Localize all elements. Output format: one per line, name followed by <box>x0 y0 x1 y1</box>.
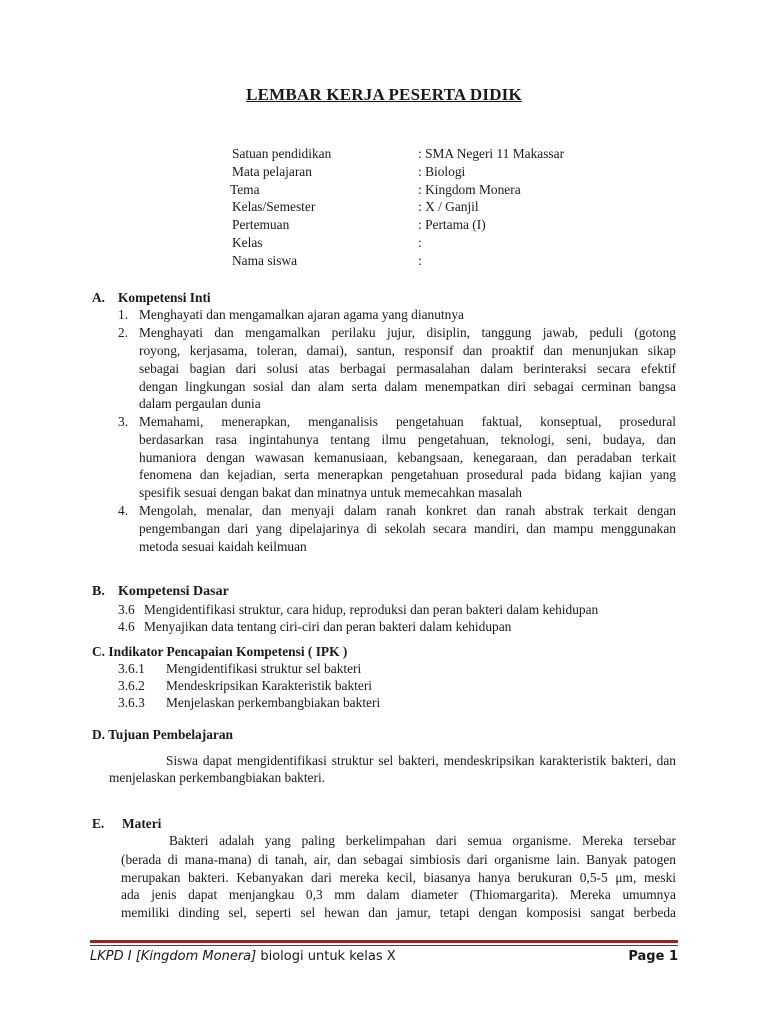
footer-rule <box>90 940 678 943</box>
list-number: 1. <box>118 307 129 322</box>
list-item-line: spesifik sesuai dengan bakat dan minatnya untuk memecahkan masalah <box>139 485 522 500</box>
footer-doc-name: LKPD I [Kingdom Monera] <box>90 949 257 964</box>
kd-number: 3.6 <box>118 602 135 617</box>
paragraph-line: menjelaskan perkembangbiakan bakteri. <box>109 770 326 785</box>
paragraph-line: Bakteri adalah yang paling berkelimpahan dari semua organisme. Mereka tersebar <box>169 833 676 848</box>
kd-text: Menyajikan data tentang ciri-ciri dan peran bakteri dalam kehidupan <box>144 619 512 634</box>
section-title: Kompetensi Dasar <box>118 584 229 599</box>
section-e-heading <box>92 815 161 832</box>
info-label: Mata pelajaran <box>232 163 312 179</box>
paragraph-line: (berada di mana-mana) di tanah, air, dan sebagai simbiosis dari organisme lain. Banyak patogen <box>121 852 676 867</box>
ipk-number: 3.6.1 <box>118 661 145 676</box>
info-row <box>232 234 592 252</box>
info-label: Satuan pendidikan <box>232 146 332 161</box>
list-item-line: fenomena dan kejadian, serta menerapkan pengetahuan prosedural pada bidang kajian yang <box>139 467 676 482</box>
info-row <box>232 145 592 163</box>
info-label: Pertemuan <box>232 217 290 233</box>
info-value: : <box>418 234 422 250</box>
list-number: 3. <box>118 414 129 429</box>
section-letter: A. <box>92 290 106 305</box>
info-row <box>232 181 592 199</box>
info-row <box>232 252 592 270</box>
info-value: : SMA Negeri 11 Makassar <box>418 146 565 161</box>
info-value: : Pertama (I) <box>418 217 486 233</box>
section-letter: E. <box>92 816 105 831</box>
footer-subject: biologi untuk kelas X <box>260 949 396 964</box>
identity-table <box>232 145 592 270</box>
list-item-line: dalam pergaulan dunia <box>139 396 261 411</box>
paragraph-line: ada jenis dapat menjangkau 0,3 mm dalam diameter (Thiomargarita). Mereka umumnya <box>121 887 676 902</box>
info-label: Kelas <box>232 234 263 250</box>
list-number: 2. <box>118 325 129 340</box>
list-item-line: pengembangan dari yang dipelajarinya di sekolah secara mandiri, dan mampu menggunakan <box>139 521 676 536</box>
section-title: Kompetensi Inti <box>118 290 211 305</box>
info-label: Tema <box>230 181 260 197</box>
page-title: LEMBAR KERJA PESERTA DIDIK <box>246 85 522 104</box>
paragraph-line: merupakan bakteri. Kebanyakan dari mereka kecil, biasanya hanya berukuran 0,5-5 μm, meski <box>121 870 676 885</box>
ipk-text: Mengidentifikasi struktur sel bakteri <box>166 661 362 676</box>
ipk-number: 3.6.3 <box>118 695 145 710</box>
list-item-line: sebagai bagian dari solusi atas berbagai permasalahan dalam berinteraksi secara efektif <box>139 361 676 376</box>
section-a-heading <box>92 289 211 306</box>
footer-label <box>90 948 396 965</box>
section-c-heading: C. Indikator Pencapaian Kompetensi ( IPK ) <box>92 644 348 659</box>
info-row <box>232 216 592 234</box>
list-item-line: Menghayati dan mengamalkan perilaku jujur, disiplin, tanggung jawab, peduli (gotong <box>139 325 676 340</box>
list-item-line: Mengolah, menalar, dan menyaji dalam ranah konkret dan ranah abstrak terkait dengan <box>139 503 676 518</box>
info-row <box>232 198 592 216</box>
footer-rule <box>90 945 678 946</box>
paragraph-line: memiliki dinding sel, seperti sel hewan dan jamur, tetapi dengan komposisi sangat berbeda <box>121 905 676 920</box>
info-row <box>232 163 592 181</box>
list-item-line: dengan lingkungan sosial dan alam serta dalam menempatkan diri sebagai cerminan bangsa <box>139 379 676 394</box>
info-value: : <box>418 252 422 268</box>
ipk-text: Mendeskripsikan Karakteristik bakteri <box>166 678 373 693</box>
list-item-line: royong, kerjasama, toleran, damai), santun, responsif dan proaktif dan menunjukan sikap <box>139 343 676 358</box>
info-label: Kelas/Semester <box>232 199 316 215</box>
section-title: Materi <box>122 816 162 831</box>
section-b-heading <box>92 583 229 600</box>
list-item-line: humaniora dengan wawasan kemanusiaan, kebangsaan, kenegaraan, dan peradaban terkait <box>139 450 676 465</box>
list-item-line: metoda sesuai kaidah keilmuan <box>139 539 307 554</box>
page-number: Page 1 <box>628 949 678 964</box>
kd-number: 4.6 <box>118 619 135 634</box>
list-item-line: Memahami, menerapkan, menganalisis pengetahuan faktual, konseptual, prosedural <box>139 414 676 429</box>
ipk-text: Menjelaskan perkembangbiakan bakteri <box>166 695 381 710</box>
section-letter: B. <box>92 584 105 599</box>
info-label: Nama siswa <box>232 252 298 268</box>
list-number: 4. <box>118 503 129 518</box>
info-value: : X / Ganjil <box>418 199 479 215</box>
info-value: : Kingdom Monera <box>418 181 521 197</box>
section-d-heading: D. Tujuan Pembelajaran <box>92 727 233 742</box>
kd-text: Mengidentifikasi struktur, cara hidup, reproduksi dan peran bakteri dalam kehidupan <box>144 602 599 617</box>
paragraph-line: Siswa dapat mengidentifikasi struktur sel bakteri, mendeskripsikan karakteristik bakteri, dan <box>166 753 676 768</box>
list-item-line: Menghayati dan mengamalkan ajaran agama yang dianutnya <box>139 307 464 322</box>
list-item-line: berdasarkan rasa ingintahunya tentang ilmu pengetahuan, teknologi, seni, budaya, dan <box>139 432 676 447</box>
ipk-number: 3.6.2 <box>118 678 145 693</box>
info-value: : Biologi <box>418 163 466 179</box>
